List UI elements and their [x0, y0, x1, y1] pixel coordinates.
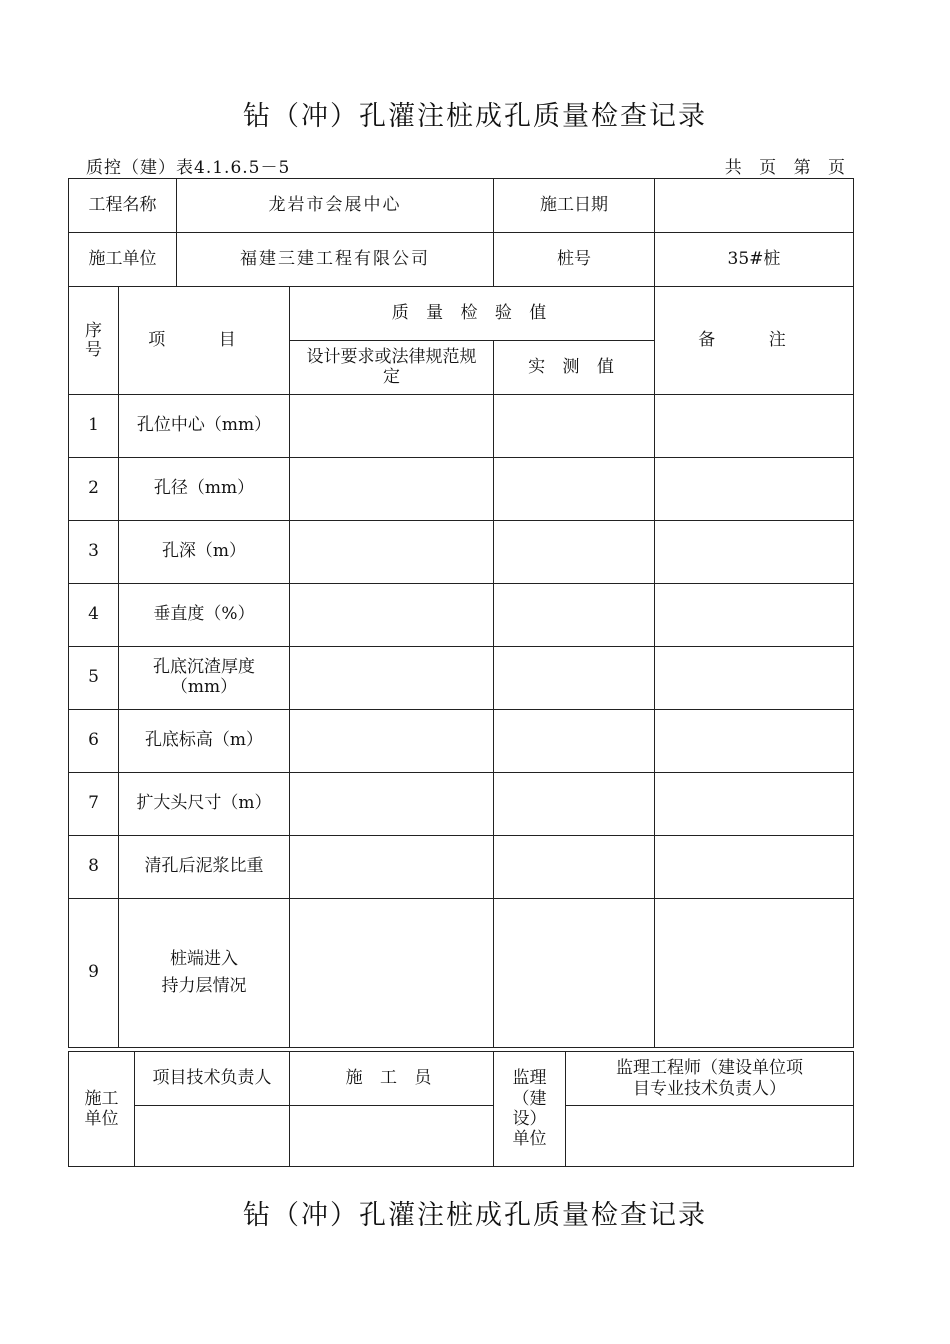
row-number: 9	[69, 899, 119, 1048]
row-number: 4	[69, 584, 119, 647]
design-cell[interactable]	[290, 899, 494, 1048]
project-name-label: 工程名称	[69, 179, 177, 233]
unit-label: 施工单位	[69, 233, 177, 287]
row-item: 桩端进入 持力层情况	[119, 899, 290, 1048]
row-number: 2	[69, 458, 119, 521]
remark-cell[interactable]	[655, 458, 854, 521]
page-count: 共 页 第 页	[724, 158, 846, 178]
design-cell[interactable]	[290, 647, 494, 710]
measured-cell[interactable]	[494, 521, 655, 584]
supervisor-label: 监理工程师（建设单位项目专业技术负责人）	[566, 1052, 854, 1106]
design-cell[interactable]	[290, 458, 494, 521]
measured-cell[interactable]	[494, 773, 655, 836]
remark-cell[interactable]	[655, 710, 854, 773]
remark-cell[interactable]	[655, 584, 854, 647]
table-row	[69, 899, 854, 1048]
row-item: 孔深（m）	[119, 521, 290, 584]
worker-signature[interactable]	[290, 1106, 494, 1167]
header-item: 项 目	[119, 287, 290, 395]
date-value[interactable]	[655, 179, 854, 233]
table-row	[69, 647, 854, 710]
remark-cell[interactable]	[655, 836, 854, 899]
row-item: 扩大头尺寸（m）	[119, 773, 290, 836]
tech-lead-signature[interactable]	[135, 1106, 290, 1167]
table-row	[69, 395, 854, 458]
form-code: 质控（建）表4.1.6.5－5	[86, 158, 291, 178]
remark-cell[interactable]	[655, 395, 854, 458]
pile-value[interactable]: 35#桩	[655, 233, 854, 287]
row-number: 7	[69, 773, 119, 836]
supervisor-signature[interactable]	[566, 1106, 854, 1167]
table-row	[69, 773, 854, 836]
measured-cell[interactable]	[494, 836, 655, 899]
supervision-unit-label: 监理（建设）单位	[494, 1052, 566, 1167]
signature-table	[68, 1051, 854, 1167]
inspection-table	[68, 178, 854, 1048]
table-row	[69, 710, 854, 773]
project-name-value[interactable]: 龙岩市会展中心	[177, 179, 494, 233]
page-title-repeat: 钻（冲）孔灌注桩成孔质量检查记录	[243, 1200, 707, 1231]
header-seq: 序号	[69, 287, 119, 395]
row-item: 垂直度（%）	[119, 584, 290, 647]
table-row	[69, 584, 854, 647]
row-number: 5	[69, 647, 119, 710]
header-remark: 备 注	[655, 287, 854, 395]
design-cell[interactable]	[290, 773, 494, 836]
table-row	[69, 458, 854, 521]
measured-cell[interactable]	[494, 458, 655, 521]
remark-cell[interactable]	[655, 899, 854, 1048]
tech-lead-label: 项目技术负责人	[135, 1052, 290, 1106]
table-row	[69, 836, 854, 899]
row-item: 孔底沉渣厚度（mm）	[119, 647, 290, 710]
design-cell[interactable]	[290, 836, 494, 899]
measured-cell[interactable]	[494, 647, 655, 710]
header-measured: 实 测 值	[494, 341, 655, 395]
pile-label: 桩号	[494, 233, 655, 287]
row-item: 清孔后泥浆比重	[119, 836, 290, 899]
row-number: 6	[69, 710, 119, 773]
remark-cell[interactable]	[655, 521, 854, 584]
row-number: 1	[69, 395, 119, 458]
construction-unit-label: 施工单位	[69, 1052, 135, 1167]
date-label: 施工日期	[494, 179, 655, 233]
header-quality: 质 量 检 验 值	[290, 287, 655, 341]
worker-label: 施 工 员	[290, 1052, 494, 1106]
page-title: 钻（冲）孔灌注桩成孔质量检查记录	[243, 101, 707, 132]
table-row	[69, 521, 854, 584]
measured-cell[interactable]	[494, 395, 655, 458]
measured-cell[interactable]	[494, 899, 655, 1048]
row-number: 8	[69, 836, 119, 899]
unit-value[interactable]: 福建三建工程有限公司	[177, 233, 494, 287]
remark-cell[interactable]	[655, 773, 854, 836]
design-cell[interactable]	[290, 710, 494, 773]
row-item: 孔径（mm）	[119, 458, 290, 521]
measured-cell[interactable]	[494, 710, 655, 773]
measured-cell[interactable]	[494, 584, 655, 647]
row-item: 孔位中心（mm）	[119, 395, 290, 458]
header-design: 设计要求或法律规范规定	[290, 341, 494, 395]
design-cell[interactable]	[290, 521, 494, 584]
row-number: 3	[69, 521, 119, 584]
row-item: 孔底标高（m）	[119, 710, 290, 773]
remark-cell[interactable]	[655, 647, 854, 710]
design-cell[interactable]	[290, 584, 494, 647]
design-cell[interactable]	[290, 395, 494, 458]
